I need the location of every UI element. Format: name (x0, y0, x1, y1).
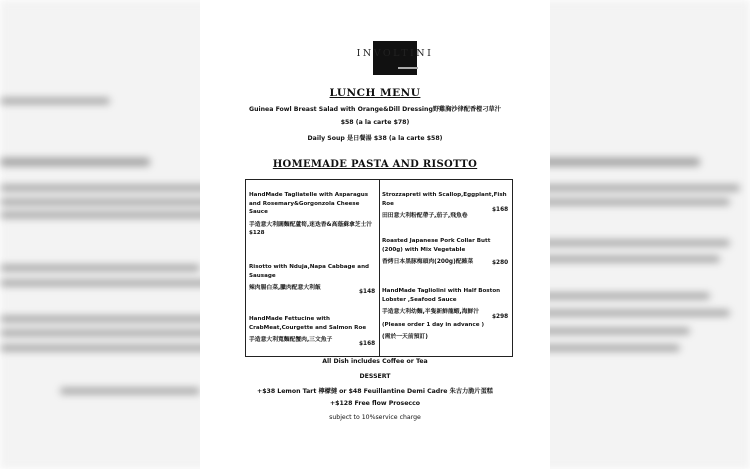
lunch-menu-title: LUNCH MENU (329, 87, 421, 99)
dish-name-zh: 手造意大利寬麵配蟹肉,三文魚子 (249, 337, 333, 343)
dish-name-zh: 手造意大利幼麵,半隻新鮮龍蝦,海鮮汁 (382, 309, 480, 315)
coffee-note: All Dish includes Coffee or Tea (322, 358, 428, 365)
dish-item-tagliolini (382, 287, 510, 342)
dish-price: $128 (249, 230, 265, 236)
salad-line: Guinea Fowl Breast Salad with Orange&Dill Dressing野雞胸沙律配香橙刁草汁 (249, 106, 501, 113)
dish-item-tagliatelle (249, 191, 373, 238)
dish-name-en: HandMade Tagliatelle with Asparagus and Rosemary&Gorgonzola Cheese Sauce (249, 192, 369, 215)
prosecco-line: +$128 Free flow Prosecco (330, 400, 420, 407)
dish-name-zh: 手造意大利闊麵配蘆筍,迷迭香&高蔭蘇拿芝士汁 (249, 221, 373, 228)
dish-note-zh: (需於一天前預訂) (382, 334, 428, 340)
dish-note-en: (Please order 1 day in advance ) (382, 321, 485, 328)
pasta-table-divider (379, 179, 380, 357)
dish-name-zh: 香烤日本黑豚梅頭肉(200g)配雜菜 (382, 259, 474, 265)
dish-name-zh: 辣肉腸白菜,臘肉配意大利飯 (249, 285, 321, 291)
dish-name-en: HandMade Tagliolini with Half Boston Lobster ,Seafood Sauce (382, 288, 501, 303)
dish-name-en: Strozzapreti with Scallop,Eggplant,Fish Roe (382, 192, 507, 207)
dish-name-en: Risotto with Nduja,Napa Cabbage and Sausage (249, 264, 370, 279)
dish-item-pork-collar (382, 237, 510, 267)
logo-text: INVOLTINI (356, 48, 434, 59)
soup-line: Daily Soup 是日餐湯 $38 (a la carte $58) (307, 135, 443, 142)
dish-item-risotto (249, 263, 376, 295)
dish-price: $280 (492, 260, 509, 266)
dish-name-en: HandMade Fettucine with CrabMeat,Courgette and Salmon Roe (249, 316, 367, 331)
dish-name-zh: 田田意大利粉配帶子,茄子,飛魚卷 (382, 213, 468, 219)
pasta-section-title: HOMEMADE PASTA AND RISOTTO (272, 159, 478, 170)
menu-card (200, 0, 550, 469)
dish-item-fettucine (249, 315, 376, 347)
logo-underline (398, 67, 418, 69)
dish-price: $148 (359, 289, 376, 295)
service-charge-note: subject to 10%service charge (329, 414, 421, 421)
dish-item-strozzapreti (382, 191, 510, 221)
dessert-line: +$38 Lemon Tart 檸檬撻 or $48 Feuillantine Demi Cadre 朱古力脆片蛋糕 (257, 388, 493, 395)
dish-price: $168 (492, 207, 509, 213)
dessert-title: DESSERT (359, 373, 391, 380)
dish-name-en: Roasted Japanese Pork Collar Butt (200g) with Mix Vegetable (382, 238, 491, 253)
dish-price: $298 (492, 314, 509, 320)
dish-price: $168 (359, 341, 376, 347)
salad-price: $58 (a la carte $78) (340, 119, 410, 126)
